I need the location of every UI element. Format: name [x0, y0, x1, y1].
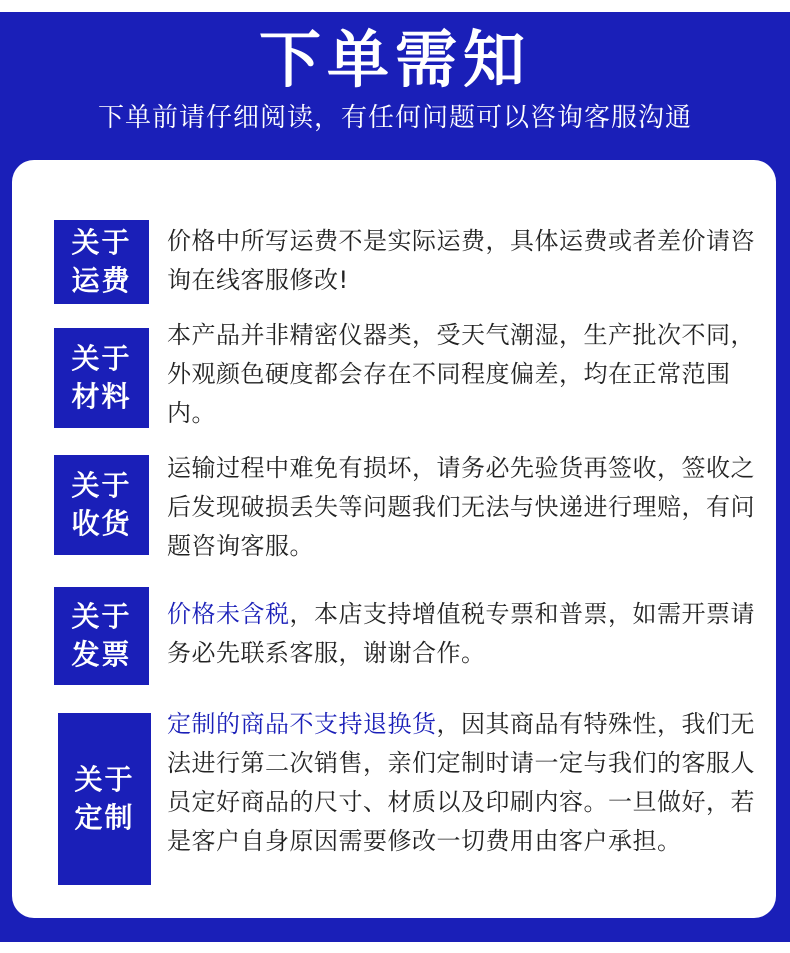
text-material-body: 本产品并非精密仪器类，受天气潮湿，生产批次不同，外观颜色硬度都会存在不同程度偏差，均在正常范围内。 — [167, 321, 755, 427]
label-custom-top: 关于 — [74, 763, 135, 796]
page-subtitle: 下单前请仔细阅读，有任何问题可以咨询客服沟通 — [97, 103, 692, 133]
label-invoice-bottom: 发票 — [71, 638, 132, 671]
text-receipt — [167, 449, 762, 566]
label-custom-bottom: 定制 — [74, 801, 135, 834]
label-invoice-top: 关于 — [71, 600, 132, 633]
label-shipping — [54, 220, 149, 304]
label-receipt — [54, 455, 149, 555]
page-title: 下单需知 — [258, 23, 531, 96]
text-receipt-body: 运输过程中难免有损坏，请务必先验货再签收，签收之后发现破损丢失等问题我们无法与快递进行理赔，有问题咨询客服。 — [167, 454, 755, 560]
text-material — [167, 316, 762, 433]
label-material-top: 关于 — [71, 342, 132, 375]
label-invoice — [54, 587, 149, 685]
text-invoice-highlight: 价格未含税 — [167, 600, 290, 628]
label-shipping-top: 关于 — [71, 226, 132, 259]
label-receipt-top: 关于 — [71, 469, 132, 502]
text-shipping — [167, 222, 762, 300]
label-material-bottom: 材料 — [71, 380, 132, 413]
text-custom-highlight: 定制的商品不支持退换货 — [167, 710, 437, 738]
text-custom — [167, 705, 762, 861]
notice-card — [12, 160, 776, 918]
label-material — [54, 328, 149, 428]
text-invoice — [167, 595, 762, 673]
text-invoice-body: ，本店支持增值税专票和普票，如需开票请务必先联系客服，谢谢合作。 — [167, 600, 755, 667]
label-shipping-bottom: 运费 — [71, 264, 132, 297]
text-custom-body: ，因其商品有特殊性，我们无法进行第二次销售，亲们定制时请一定与我们的客服人员定好商品的尺寸、材质以及印刷内容。一旦做好，若是客户自身原因需要修改一切费用由客户承担。 — [167, 710, 755, 855]
text-shipping-body: 价格中所写运费不是实际运费，具体运费或者差价请咨询在线客服修改! — [167, 227, 755, 294]
label-custom — [58, 713, 151, 885]
label-receipt-bottom: 收货 — [71, 507, 132, 540]
